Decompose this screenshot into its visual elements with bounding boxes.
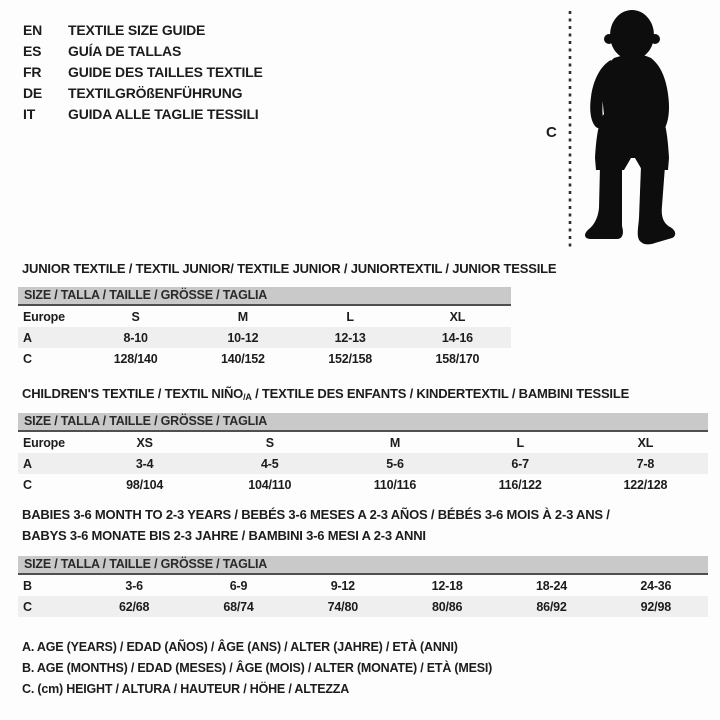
row-label: C xyxy=(23,351,32,366)
junior-section-title: JUNIOR TEXTILE / TEXTIL JUNIOR/ TEXTILE JUNIOR / JUNIORTEXTIL / JUNIOR TESSILE xyxy=(22,261,557,276)
row-label: Europe xyxy=(23,435,65,450)
footnote-c: C. (cm) HEIGHT / ALTURA / HAUTEUR / HÖHE / ALTEZZA xyxy=(22,682,350,696)
children-size-table xyxy=(18,432,708,495)
size-cell: 92/98 xyxy=(640,599,671,614)
height-figure xyxy=(540,6,705,256)
size-cell: 14-16 xyxy=(441,330,473,345)
size-cell: 10-12 xyxy=(227,330,259,345)
babies-size-table xyxy=(18,575,708,617)
babies-title-line1: BABIES 3-6 MONTH TO 2-3 YEARS / BEBÉS 3-6 MESES A 2-3 AÑOS / BÉBÉS 3-6 MOIS À 2-3 ANS / xyxy=(22,507,610,522)
height-marker-label: C xyxy=(546,124,557,141)
lang-row-it xyxy=(23,104,263,125)
table-row xyxy=(18,453,708,474)
junior-size-header-bar: SIZE / TALLA / TAILLE / GRÖSSE / TAGLIA xyxy=(18,287,511,306)
size-cell: 3-6 xyxy=(125,578,143,593)
size-cell: M xyxy=(237,309,248,324)
table-row xyxy=(18,432,708,453)
children-title-sub: /A xyxy=(243,392,252,402)
table-row xyxy=(18,327,511,348)
size-cell: S xyxy=(131,309,140,324)
lang-title: TEXTILGRÖßENFÜHRUNG xyxy=(68,85,243,101)
children-title-post: / TEXTILE DES ENFANTS / KINDERTEXTIL / BAMBINI TESSILE xyxy=(251,386,630,401)
children-table-block xyxy=(18,413,708,495)
size-cell: M xyxy=(389,435,401,450)
lang-title: GUÍA DE TALLAS xyxy=(68,43,182,59)
lang-title: GUIDA ALLE TAGLIE TESSILI xyxy=(68,106,259,122)
lang-code: IT xyxy=(23,106,36,122)
size-cell: 158/170 xyxy=(435,351,480,366)
size-cell: 62/68 xyxy=(119,599,150,614)
size-cell: 152/158 xyxy=(328,351,373,366)
row-label: B xyxy=(23,578,32,593)
size-cell: 12-18 xyxy=(431,578,463,593)
lang-code: EN xyxy=(23,22,43,38)
row-label: C xyxy=(23,477,32,492)
children-section-title xyxy=(22,383,629,408)
size-cell: 98/104 xyxy=(126,477,164,492)
babies-table-block xyxy=(18,556,708,617)
lang-title: TEXTILE SIZE GUIDE xyxy=(68,22,206,38)
language-title-list xyxy=(23,20,263,125)
size-cell: 110/116 xyxy=(373,477,417,492)
lang-code: DE xyxy=(23,85,43,101)
table-row xyxy=(18,596,708,617)
row-label: A xyxy=(23,456,32,471)
size-cell: 6-9 xyxy=(229,578,248,593)
row-label: Europe xyxy=(23,309,65,324)
lang-title: GUIDE DES TAILLES TEXTILE xyxy=(68,64,263,80)
size-cell: L xyxy=(346,309,354,324)
table-row xyxy=(18,306,511,327)
size-cell: 86/92 xyxy=(536,599,567,614)
size-cell: L xyxy=(516,435,524,450)
toddler-silhouette xyxy=(585,10,675,244)
size-cell: XL xyxy=(637,435,654,450)
size-cell: 5-6 xyxy=(386,456,404,471)
size-cell: 4-5 xyxy=(261,456,279,471)
footnote-b: B. AGE (MONTHS) / EDAD (MESES) / ÂGE (MOIS) / ALTER (MONATE) / ETÀ (MESI) xyxy=(22,661,493,675)
size-cell: 7-8 xyxy=(636,456,655,471)
row-label: C xyxy=(23,599,32,614)
lang-row-fr xyxy=(23,62,263,83)
toddler-silhouette-graphic xyxy=(540,6,705,256)
size-cell: S xyxy=(265,435,274,450)
size-cell: 3-4 xyxy=(135,456,154,471)
lang-row-de xyxy=(23,83,263,104)
children-title-pre: CHILDREN'S TEXTILE / TEXTIL NIÑO xyxy=(22,386,244,401)
babies-title-line2: BABYS 3-6 MONATE BIS 2-3 JAHRE / BAMBINI 3-6 MESI A 2-3 ANNI xyxy=(22,528,426,543)
table-row xyxy=(18,575,708,596)
junior-size-table xyxy=(18,306,511,369)
size-cell: 68/74 xyxy=(223,599,254,614)
junior-table-block xyxy=(18,287,511,369)
size-cell: XS xyxy=(136,435,153,450)
table-row xyxy=(18,474,708,495)
size-cell: 18-24 xyxy=(535,578,567,593)
lang-row-en xyxy=(23,20,263,41)
size-cell: XL xyxy=(449,309,466,324)
table-row xyxy=(18,348,511,369)
size-cell: 74/80 xyxy=(327,599,358,614)
babies-size-header-bar: SIZE / TALLA / TAILLE / GRÖSSE / TAGLIA xyxy=(18,556,708,575)
lang-code: ES xyxy=(23,43,42,59)
size-cell: 6-7 xyxy=(511,456,529,471)
size-cell: 8-10 xyxy=(123,330,148,345)
row-label: A xyxy=(23,330,32,345)
size-cell: 24-36 xyxy=(640,578,672,593)
size-cell: 116/122 xyxy=(498,477,542,492)
size-cell: 104/110 xyxy=(248,477,292,492)
size-cell: 12-13 xyxy=(334,330,366,345)
size-cell: 9-12 xyxy=(330,578,355,593)
babies-section-title xyxy=(22,504,610,546)
legend-footnotes xyxy=(22,637,492,700)
size-cell: 140/152 xyxy=(220,351,265,366)
lang-row-es xyxy=(23,41,263,62)
size-cell: 122/128 xyxy=(623,477,668,492)
size-cell: 128/140 xyxy=(113,351,158,366)
footnote-a: A. AGE (YEARS) / EDAD (AÑOS) / ÂGE (ANS) / ALTER (JAHRE) / ETÀ (ANNI) xyxy=(22,640,458,654)
children-size-header-bar: SIZE / TALLA / TAILLE / GRÖSSE / TAGLIA xyxy=(18,413,708,432)
size-cell: 80/86 xyxy=(432,599,463,614)
lang-code: FR xyxy=(23,64,42,80)
